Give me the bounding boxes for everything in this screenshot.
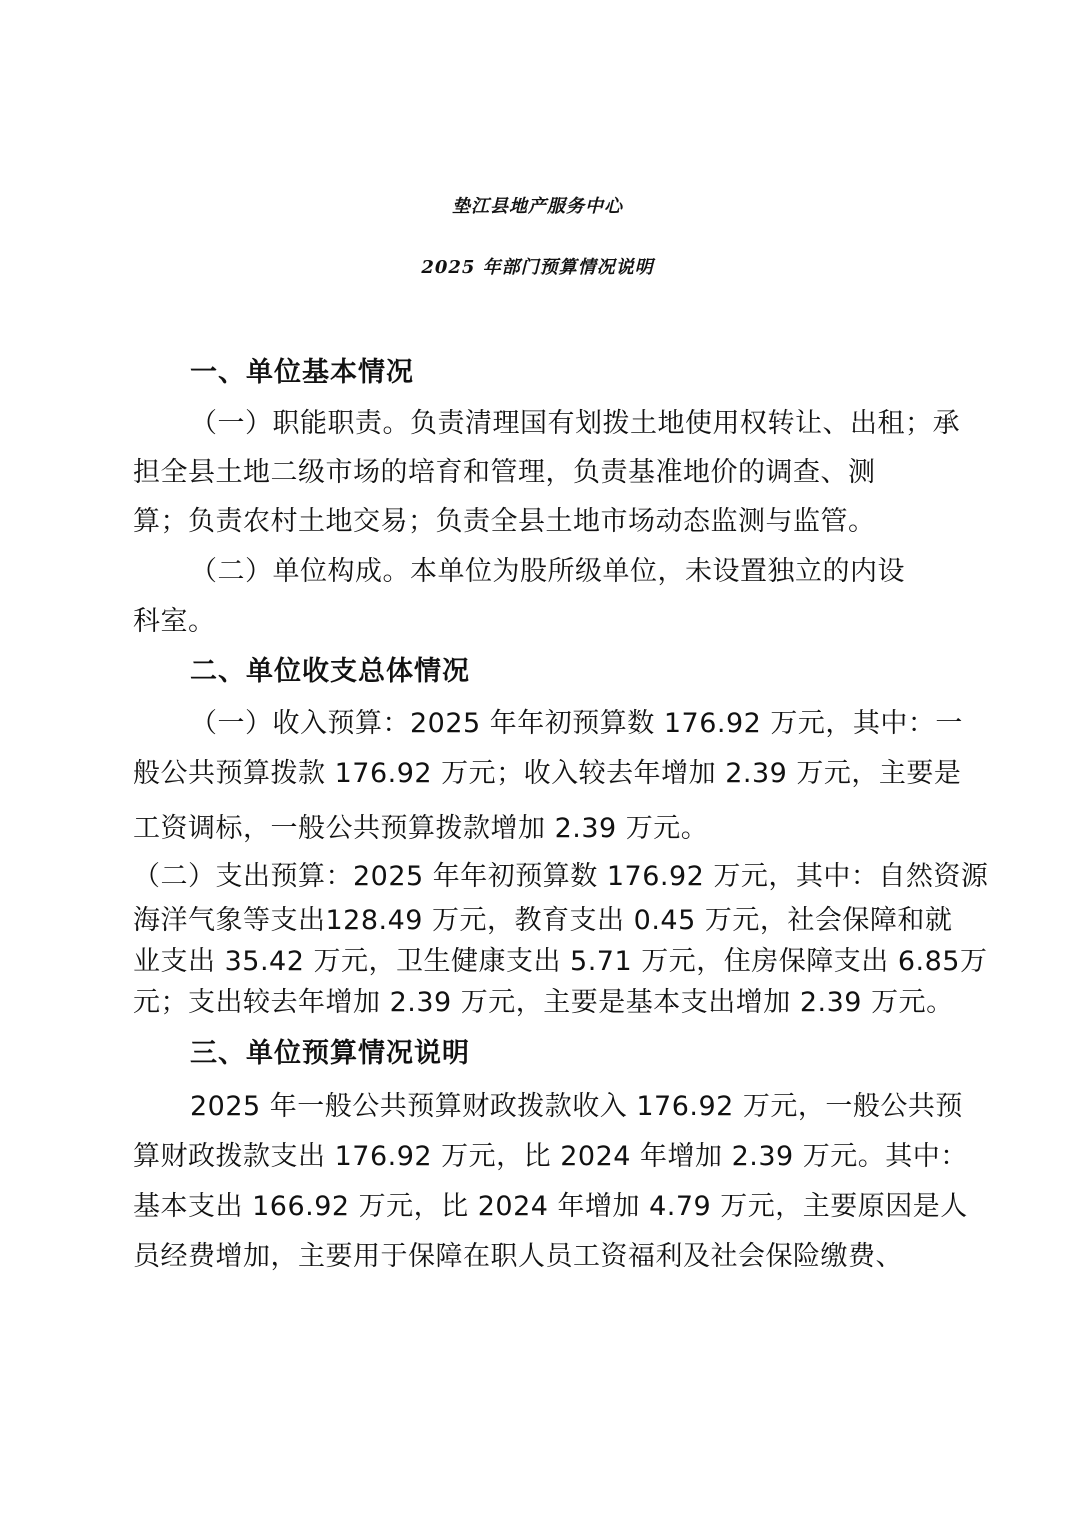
section-3-heading: 三、单位预算情况说明 <box>190 1038 470 1069</box>
section-1-heading: 一、单位基本情况 <box>190 357 414 388</box>
section-1-paragraph-1-line-2: 担全县土地二级市场的培育和管理，负责基准地价的调查、测 <box>133 457 876 488</box>
section-2-paragraph-1-line-1: （一）收入预算：2025 年年初预算数 176.92 万元，其中：一 <box>190 708 963 739</box>
section-1-paragraph-1-line-1 <box>190 406 958 442</box>
section-3-paragraph-1-line-3: 基本支出 166.92 万元，比 2024 年增加 4.79 万元，主要原因是人 <box>133 1191 968 1222</box>
section-3-paragraph-1-line-1: 2025 年一般公共预算财政拨款收入 176.92 万元，一般公共预 <box>190 1091 963 1122</box>
document-title-line-2: 2025 年部门预算情况说明 <box>421 257 654 278</box>
section-1-paragraph-2-line-1: （二）单位构成。本单位为股所级单位，未设置独立的内设 <box>190 556 905 587</box>
section-1-paragraph-2-line-2: 科室。 <box>133 606 216 637</box>
section-2-paragraph-2-line-1: （二）支出预算：2025 年年初预算数 176.92 万元，其中：自然资源 <box>133 861 989 892</box>
section-2-paragraph-2-line-2: 海洋气象等支出128.49 万元，教育支出 0.45 万元，社会保障和就 <box>133 905 953 936</box>
section-2-paragraph-2-line-3: 业支出 35.42 万元，卫生健康支出 5.71 万元，住房保障支出 6.85万 <box>133 946 988 977</box>
section-3-paragraph-1-line-2: 算财政拨款支出 176.92 万元，比 2024 年增加 2.39 万元。其中： <box>133 1141 968 1172</box>
section-2-paragraph-1-line-2: 般公共预算拨款 176.92 万元；收入较去年增加 2.39 万元，主要是 <box>133 758 962 789</box>
section-1-paragraph-1-line-3: 算；负责农村土地交易；负责全县土地市场动态监测与监管。 <box>133 506 876 537</box>
section-1-paragraph-1-line-1-main: （一）职能职责。负责清理国有划拨土地使用权转让、出租； <box>190 408 933 439</box>
section-2-heading: 二、单位收支总体情况 <box>190 656 470 687</box>
section-2-paragraph-2-line-4: 元；支出较去年增加 2.39 万元，主要是基本支出增加 2.39 万元。 <box>133 987 954 1018</box>
section-3-paragraph-1-line-4: 员经费增加，主要用于保障在职人员工资福利及社会保险缴费、 <box>133 1241 903 1272</box>
section-1-paragraph-1-line-1-tail: 承 <box>932 408 960 439</box>
document-title-line-1: 垫江县地产服务中心 <box>452 196 623 217</box>
section-2-paragraph-1-line-3: 工资调标，一般公共预算拨款增加 2.39 万元。 <box>133 813 709 844</box>
